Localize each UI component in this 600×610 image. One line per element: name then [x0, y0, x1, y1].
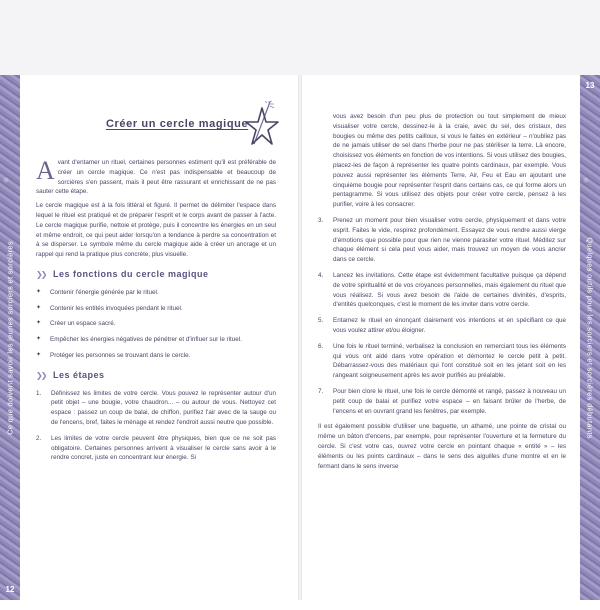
section-heading-fonctions-text: Les fonctions du cercle magique — [53, 268, 209, 279]
step-number: 1. — [36, 389, 42, 397]
right-running-head: Quelques outils pour les sorciers et sorcières débutants — [585, 236, 595, 439]
star-bullet-icon: ✦ — [36, 336, 42, 343]
continued-step-text: vous avez besoin d'un peu plus de protection ou tout simplement de mieux visualiser votre cercle, dessinez-le à la craie, avec du sel, des cristaux, des bougies ou même des petits cailloux, si vous le faites en extérieur – n'oubliez pas de ne jamais utiliser de sel dans l'herbe pour ne pas stériliser la terre. Là encore, choisissez vos éléments en fonction de vos intentions. Si vous utilisez des bougies, placez-les de façon à représenter les quatre points cardinaux, par exemple. Vous pouvez aussi représenter les éléments Terre, Air, Feu et Eau en ajoutant une cinquième bougie pour représenter l'esprit dans certains cas, ce qui forme alors un pentagramme. Si vous utilisez des objets pour créer votre cercle, pensez à les purifier, voire à les consacrer. — [333, 113, 566, 209]
step-text: Lancez les invitations. Cette étape est évidemment facultative puisque ça dépend de votre spiritualité et de vos croyances personnelles, mais également du rituel que vous réalisez. Si vous avez besoin de l'aide de certaines divinités, d'esprits, d'entités quelconques, c'est le moment de les inviter dans votre cercle. — [333, 271, 566, 309]
list-item — [36, 288, 276, 298]
step-text: Définissez les limites de votre cercle. Vous pouvez le représenter autour d'un petit objet – une bougie, votre chaudron... – ou autour de vous. Nettoyez cet espace : passez un coup de balai, de chiffon, purifiez l'air avec de la sauge ou de l'encens, bref, faites le ménage et rendez l'endroit aussi neutre que possible. — [51, 389, 276, 426]
list-item-text: Créer un espace sacré. — [50, 320, 116, 328]
star-bullet-icon: ✦ — [36, 288, 42, 295]
step-text: Prenez un moment pour bien visualiser votre cercle, physiquement et dans votre esprit. Faites le vide, respirez profondément. Essayez de vous rendre aussi vierge d'émotions que possible pour que rien ne vienne parasiter votre rituel. Méditez sur chaque élément si cela peut vous aider, mais trouvez un moyen de vous ancrer dans ce cercle. — [333, 216, 566, 264]
intro-drop-cap: A — [36, 156, 55, 185]
functions-list — [36, 288, 276, 361]
step-number: 3. — [318, 216, 324, 224]
step-item — [318, 271, 566, 310]
step-text: Pour bien clore le rituel, une fois le cercle démonté et rangé, passez à nouveau un petit coup de balai et purifiez votre espace – en faisant brûler de l'herbe, de l'encens et en ouvrant grand les fenêtres, par exemple. — [333, 387, 566, 415]
list-item-text: Contenir les entités invoquées pendant le rituel. — [50, 304, 183, 312]
list-item — [36, 319, 276, 329]
step-item — [318, 387, 566, 416]
step-item — [36, 434, 276, 463]
list-item-text: Contenir l'énergie générée par le rituel. — [50, 288, 159, 296]
chapter-title: Créer un cercle magique — [106, 118, 249, 130]
list-item — [36, 304, 276, 314]
step-number: 7. — [318, 387, 324, 395]
step-number: 2. — [36, 434, 42, 442]
left-page-content — [36, 88, 276, 469]
section-heading-fonctions — [36, 270, 276, 280]
star-bullet-icon: ✦ — [36, 320, 42, 327]
step-text: Les limites de votre cercle peuvent être physiques, bien que ce ne soit pas obligatoire. Certaines personnes arrivent à visualiser le cercle sans avoir à le rendre concret, juste en concentrant leur énergie. Si — [51, 434, 276, 462]
step-item — [318, 216, 566, 265]
step-text: Une fois le rituel terminé, verbalisez la conclusion en remerciant tous les éléments qui vous ont aidé dans votre opération et démontez le cercle petit à petit. Débarrassez-vous des matériaux qui l'ont constitué soit en les jetant soit en les rangeant soigneusement après les avoir purifiés au préalable. — [333, 342, 566, 380]
step-item — [36, 389, 276, 428]
double-chevron-icon: ❯❯ — [36, 269, 46, 279]
step-item — [318, 342, 566, 381]
section-heading-etapes-text: Les étapes — [53, 369, 105, 380]
closing-paragraph: Il est également possible d'utiliser une baguette, un athamé, une pointe de cristal ou même un bâton d'encens, par exemple, pour représenter l'ouverture et la fermeture du cercle. Si c'est votre cas, ouvrez votre cercle en pointant chaque « entité » – les éléments ou les points cardinaux – dans le sens des aiguilles d'une montre et en le fermant dans le sens inverse — [318, 423, 566, 470]
left-page-number: 12 — [5, 585, 15, 594]
section-heading-etapes — [36, 371, 276, 381]
pentagram-broom-icon — [244, 100, 280, 146]
intro-text: vant d'entamer un rituel, certaines personnes estiment qu'il est préférable de créer un cercle magique. Ce n'est pas indispensable et beaucoup de sorcières s'en passent, mais il peut être rassurant et enrichissant de ne pas sauter cette étape. — [36, 159, 276, 196]
right-page-number: 13 — [585, 81, 595, 90]
left-page-edge-band — [0, 75, 20, 600]
list-item-text: Protéger les personnes se trouvant dans le cercle. — [50, 351, 191, 359]
list-item — [36, 335, 276, 345]
list-item — [36, 351, 276, 361]
book-gutter — [298, 75, 302, 600]
step-number: 5. — [318, 317, 324, 325]
star-bullet-icon: ✦ — [36, 351, 42, 358]
left-running-head: Ce que doivent savoir les jeunes sorciers et sorcières — [5, 240, 15, 435]
intro-paragraph — [36, 158, 276, 197]
double-chevron-icon: ❯❯ — [36, 370, 46, 380]
right-page-edge-band — [580, 75, 600, 600]
right-page-content — [318, 112, 566, 475]
step-item — [318, 316, 566, 336]
chapter-title-block — [36, 88, 276, 158]
cercle-paragraph: Le cercle magique est à la fois littéral et figuré. Il permet de délimiter l'espace dans lequel le rituel est pratiqué et de préparer l'esprit et le corps avant de passer à l'acte. Le cercle magique purifie, nettoie et protège, puis il concentre les énergies en un seul et même endroit, ce qui peut aider lorsqu'on a tendance à perdre sa concentration et à se disperser. Le symbole même du cercle magique aide à créer un ancrage et un rappel qui rend la pratique plus concrète, plus visuelle. — [36, 202, 276, 259]
star-bullet-icon: ✦ — [36, 304, 42, 311]
step-text: Entamez le rituel en énonçant clairement vos intentions et en spécifiant ce que vous voulez attirer et/ou éloigner. — [333, 317, 566, 334]
list-item-text: Empêcher les énergies négatives de pénétrer et d'influer sur le rituel. — [50, 336, 242, 344]
step-number: 4. — [318, 271, 324, 279]
step-number: 6. — [318, 342, 324, 350]
